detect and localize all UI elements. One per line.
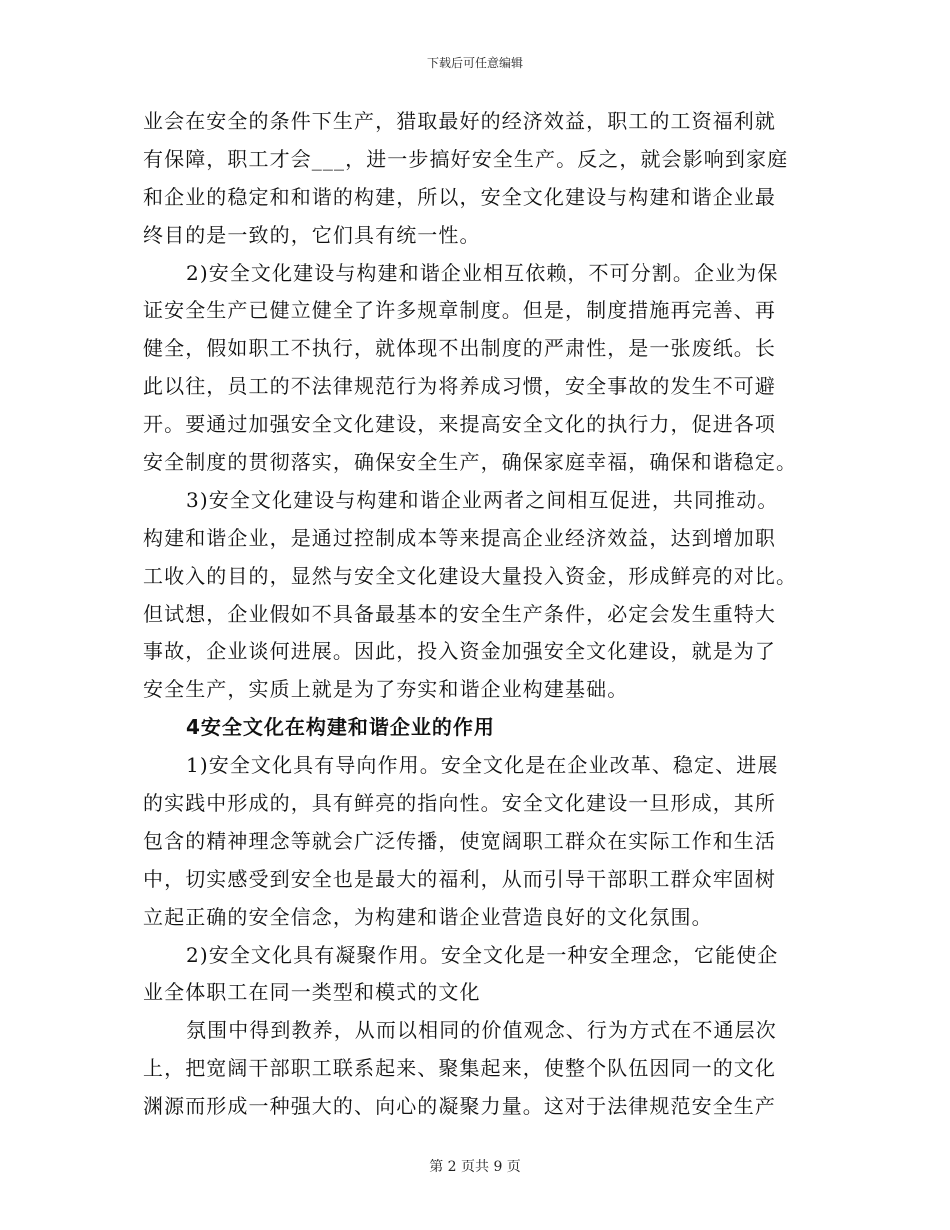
page-number: 第 2 页共 9 页 — [429, 1159, 521, 1175]
text-line: 的实践中形成的，具有鲜亮的指向性。安全文化建设一旦形成，其所 — [143, 791, 776, 816]
text-line: 2)安全文化具有凝聚作用。安全文化是一种安全理念，它能使企 — [186, 942, 779, 967]
text-line: 立起正确的安全信念，为构建和谐企业营造良好的文化氛围。 — [143, 904, 713, 929]
text-line: 上，把宽阔干部职工联系起来、聚集起来，使整个队伍因同一的文化 — [143, 1056, 776, 1081]
text-line: 和企业的稳定和和谐的构建，所以，安全文化建设与构建和谐企业最 — [143, 184, 776, 209]
text-line: 此以往，员工的不法律规范行为将养成习惯，安全事故的发生不可避 — [143, 374, 776, 399]
text-line: 安全制度的贯彻落实，确保安全生产，确保家庭幸福，确保和谐稳定。 — [143, 450, 798, 475]
text-line: 3)安全文化建设与构建和谐企业两者之间相互促进，共同推动。 — [186, 487, 779, 512]
text-line: 包含的精神理念等就会广泛传播，使宽阔职工群众在实际工作和生活 — [143, 828, 776, 853]
text-line: 工收入的目的，显然与安全文化建设大量投入资金，形成鲜亮的对比。 — [143, 563, 798, 588]
text-line: 事故，企业谈何进展。因此，投入资金加强安全文化建设，就是为了 — [143, 639, 776, 664]
text-line: 渊源而形成一种强大的、向心的凝聚力量。这对于法律规范安全生产 — [143, 1094, 776, 1119]
text-line: 业全体职工在同一类型和模式的文化 — [143, 980, 481, 1005]
text-line: 构建和谐企业，是通过控制成本等来提高企业经济效益，达到增加职 — [143, 525, 776, 550]
text-line: 但试想，企业假如不具备最基本的安全生产条件，必定会发生重特大 — [143, 601, 776, 626]
document-body — [143, 103, 808, 1126]
text-line: 安全生产，实质上就是为了夯实和谐企业构建基础。 — [143, 677, 629, 702]
text-line: 健全，假如职工不执行，就体现不出制度的严肃性，是一张废纸。长 — [143, 336, 776, 361]
text-line: 业会在安全的条件下生产，猎取最好的经济效益，职工的工资福利就 — [143, 109, 776, 133]
text-line: 证安全生产已健立健全了许多规章制度。但是，制度措施再完善、再 — [143, 298, 776, 323]
text-line: 终目的是一致的，它们具有统一性。 — [143, 222, 481, 247]
text-line: 开。要通过加强安全文化建设，来提高安全文化的执行力，促进各项 — [143, 412, 776, 437]
text-line: 有保障，职工才会___，进一步搞好安全生产。反之，就会影响到家庭 — [143, 146, 789, 171]
text-line: 中，切实感受到安全也是最大的福利，从而引导干部职工群众牢固树 — [143, 866, 776, 891]
section-heading: 4安全文化在构建和谐企业的作用 — [186, 715, 495, 740]
text-line: 2)安全文化建设与构建和谐企业相互依赖，不可分割。企业为保 — [186, 260, 779, 285]
text-line: 氛围中得到教养，从而以相同的价值观念、行为方式在不通层次 — [186, 1018, 777, 1043]
page-header-note: 下载后可任意编辑 — [426, 56, 523, 70]
text-line: 1)安全文化具有导向作用。安全文化是在企业改革、稳定、进展 — [186, 753, 779, 778]
